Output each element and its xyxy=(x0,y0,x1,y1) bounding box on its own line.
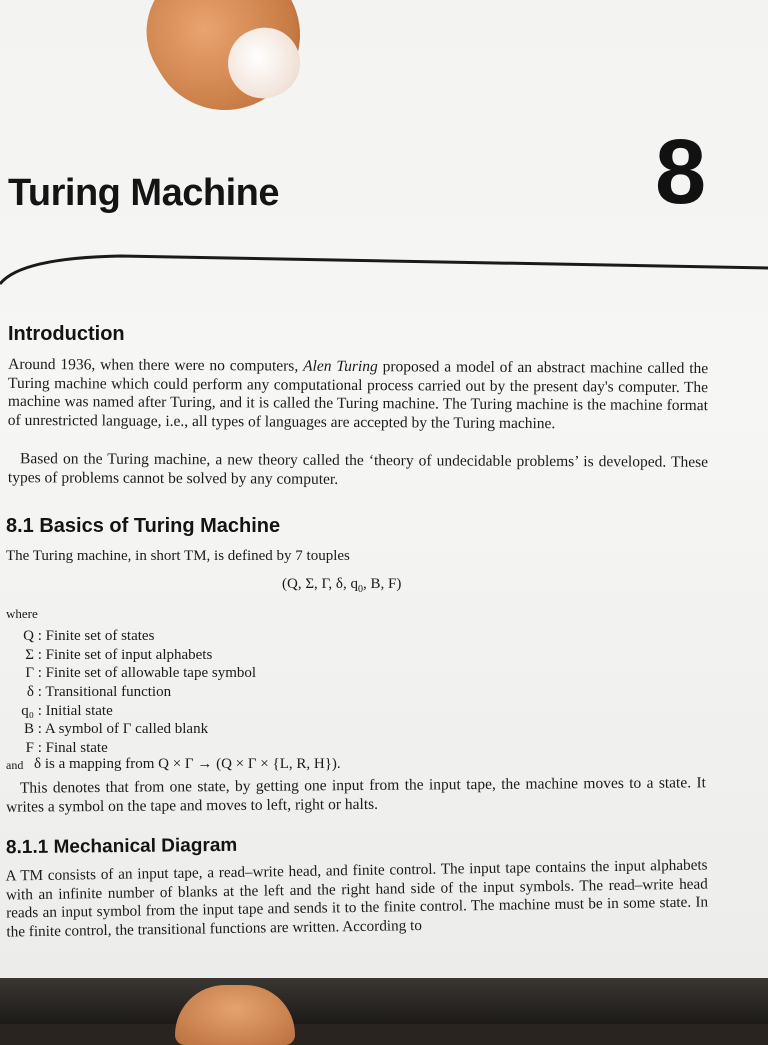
definition-text: : Final state xyxy=(37,740,108,756)
tm-tuple-start: (Q, Σ, Γ, δ, q xyxy=(282,576,358,592)
where-label: where xyxy=(6,606,38,621)
chapter-title: Turing Machine xyxy=(8,172,279,214)
definition-symbol: Q xyxy=(23,628,34,644)
definition-text: : Transitional function xyxy=(37,684,172,700)
tm-tuple-subscript: 0 xyxy=(358,584,363,595)
intro-heading: Introduction xyxy=(8,323,125,345)
definition-symbol: δ xyxy=(26,684,34,700)
definition-symbol: q₀ xyxy=(21,703,34,719)
definition-item xyxy=(12,740,108,757)
definition-item xyxy=(12,684,171,701)
definition-symbol: B xyxy=(23,721,34,737)
definition-text: : Finite set of states xyxy=(37,628,155,644)
section-8-1-closing: This denotes that from one state, by getting one input from the input tape, the machine moves to a state. It writes a symbol on the tape and moves to left, right or halts. xyxy=(6,774,706,816)
page-bottom-edge xyxy=(0,978,768,1024)
definition-text: : Initial state xyxy=(37,703,113,719)
intro-p1-name: Alen Turing xyxy=(303,357,378,376)
chapter-number: 8 xyxy=(655,121,707,223)
definition-symbol: F xyxy=(25,740,34,756)
tm-definition-intro: The Turing machine, in short TM, is defined by 7 touples xyxy=(6,548,350,564)
section-8-1-heading: 8.1 Basics of Turing Machine xyxy=(6,515,281,537)
definition-symbol: Γ xyxy=(25,665,34,681)
and-label: and xyxy=(6,758,24,772)
mapping-statement: δ is a mapping from Q × Γ → (Q × Γ × {L, R, H}). xyxy=(34,756,341,772)
definition-text: : Finite set of input alphabets xyxy=(37,647,213,663)
definition-text: : A symbol of Γ called blank xyxy=(37,721,209,737)
definition-item xyxy=(12,647,212,664)
chapter-divider-rule xyxy=(0,240,768,300)
intro-paragraph-2: Based on the Turing machine, a new theory called the ‘theory of undecidable problems’ is developed. These types of problems cannot be solved by any computer. xyxy=(7,450,709,488)
definition-item xyxy=(12,665,256,682)
definition-item xyxy=(12,703,113,720)
intro-p1-start: Around 1936, when there were no computers, xyxy=(8,355,299,375)
definition-item xyxy=(12,628,154,645)
tm-tuple xyxy=(282,576,401,595)
definition-item xyxy=(12,721,208,738)
intro-p1-rest: proposed a model of an abstract machine called the Turing machine which could perform any computational process carried out by the present day's computer. The machine was named after Turing, and it is called the Turing machine. The Turing machine is the machine format of unrestricted language, i.e., all types of languages are accepted by the Turing machine. xyxy=(7,358,709,432)
intro-paragraph-1 xyxy=(8,356,708,435)
section-8-1-1-text: A TM consists of an input tape, a read–write head, and finite control. The input tape contains the input alphabets with an infinite number of blanks at the left and the right hand side of the input symbols. The read–write head reads an input symbol from the input tape and sends it to the finite control. The machine must be in some state. In the finite control, the transitional functions are written. According to xyxy=(5,856,709,941)
definition-text: : Finite set of allowable tape symbol xyxy=(37,665,257,681)
tm-tuple-end: , B, F) xyxy=(363,576,402,592)
definition-symbol: Σ xyxy=(25,647,34,663)
section-8-1-1-heading: 8.1.1 Mechanical Diagram xyxy=(5,834,238,859)
